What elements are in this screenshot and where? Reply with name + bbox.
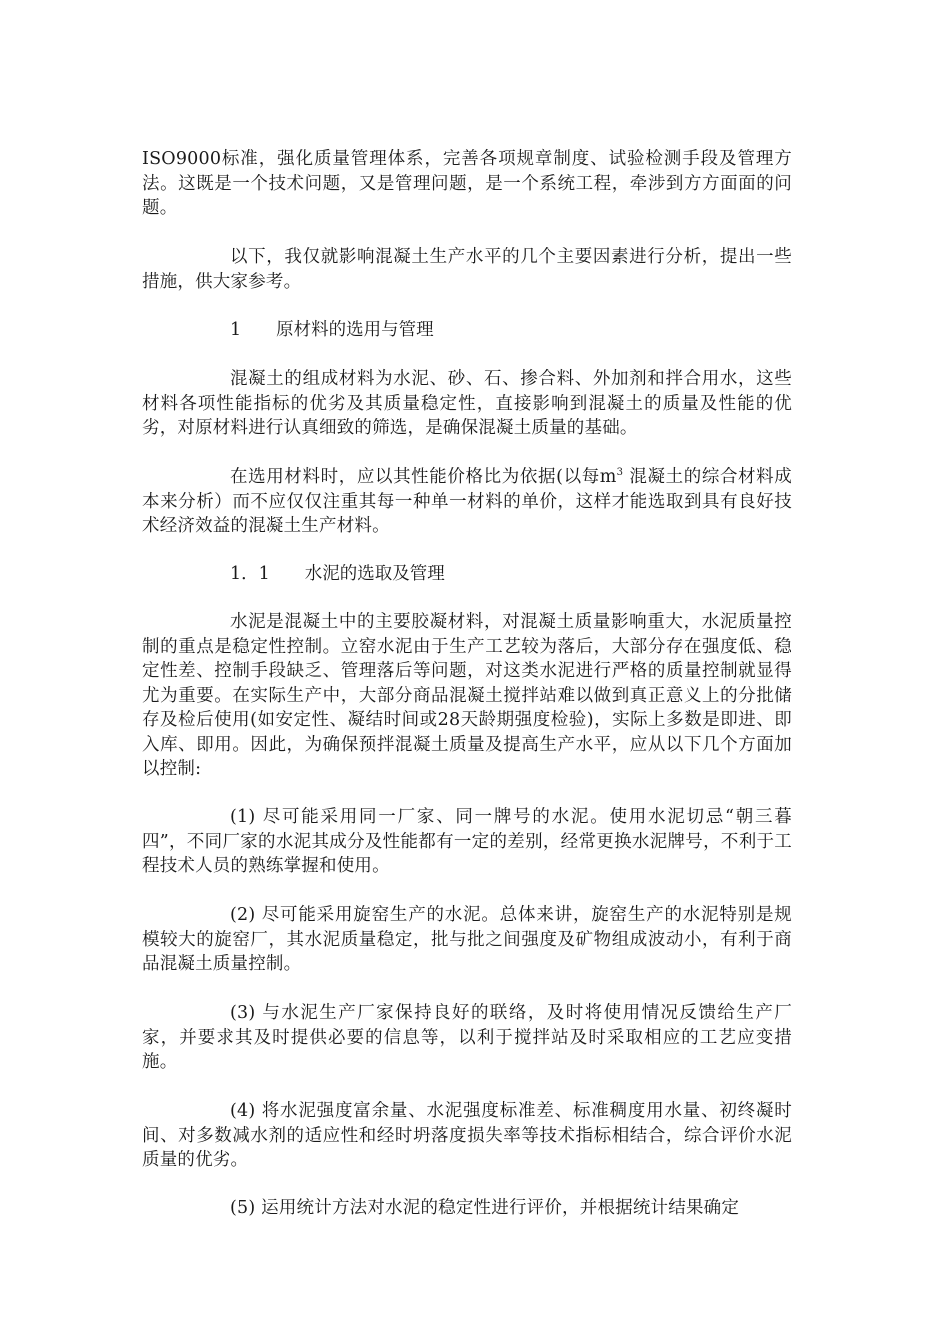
paragraph-item-3: (3) 与水泥生产厂家保持良好的联络，及时将使用情况反馈给生产厂家，并要求其及时提供必要的信息等，以利于搅拌站及时采取相应的工艺应变措施。 [142,1003,792,1072]
paragraph-item-1: (1) 尽可能采用同一厂家、同一牌号的水泥。使用水泥切忌“朝三暮四”，不同厂家的水泥其成分及性能都有一定的差别，经常更换水泥牌号，不利于工程技术人员的熟练掌握和使用。 [142,807,792,876]
paragraph-item-4: (4) 将水泥强度富余量、水泥强度标准差、标准稠度用水量、初终凝时间、对多数减水剂的适应性和经时坍落度损失率等技术指标相结合，综合评价水泥质量的优劣。 [142,1101,792,1170]
paragraph-item-2: (2) 尽可能采用旋窑生产的水泥。总体来讲，旋窑生产的水泥特别是规模较大的旋窑厂，其水泥质量稳定，批与批之间强度及矿物组成波动小，有利于商品混凝土质量控制。 [142,905,792,974]
section-heading-1: 1 原材料的选用与管理 [230,320,434,340]
paragraph-cement: 水泥是混凝土中的主要胶凝材料，对混凝土质量影响重大，水泥质量控制的重点是稳定性控制。立窑水泥由于生产工艺较为落后，大部分存在强度低、稳定性差、控制手段缺乏、管理落后等问题，对这类水泥进行严格的质量控制就显得尤为重要。在实际生产中，大部分商品混凝土搅拌站难以做到真正意义上的分批储存及检后使用(如安定性、凝结时间或28天龄期强度检验)，实际上多数是即进、即入库、即用。因此，为确保预拌混凝土质量及提高生产水平，应从以下几个方面加以控制: [142,612,792,779]
section-heading-1-1: 1．1 水泥的选取及管理 [230,564,445,584]
paragraph-item-5: (5) 运用统计方法对水泥的稳定性进行评价，并根据统计结果确定 [230,1198,740,1218]
paragraph-selection-part1: 在选用材料时，应以其性能价格比为依据(以每m [230,467,617,487]
paragraph-intro: 以下，我仅就影响混凝土生产水平的几个主要因素进行分析，提出一些措施，供大家参考。 [142,247,792,292]
paragraph-selection-part2: 混凝土的综合材料成本来分析）而不应仅仅注重其每一种单一材料的单价，这样才能选取到具有良好技术经济效益的混凝土生产材料。 [142,467,792,536]
paragraph-materials: 混凝土的组成材料为水泥、砂、石、掺合料、外加剂和拌合用水，这些材料各项性能指标的优劣及其质量稳定性，直接影响到混凝土的质量及性能的优劣，对原材料进行认真细致的筛选，是确保混凝土质量的基础。 [142,369,792,438]
paragraph-iso9000: ISO9000标准，强化质量管理体系，完善各项规章制度、试验检测手段及管理方法。这既是一个技术问题，又是管理问题，是一个系统工程，牵涉到方方面面的问题。 [142,149,792,218]
paragraph-selection [142,465,792,539]
superscript-3: 3 [616,467,624,479]
